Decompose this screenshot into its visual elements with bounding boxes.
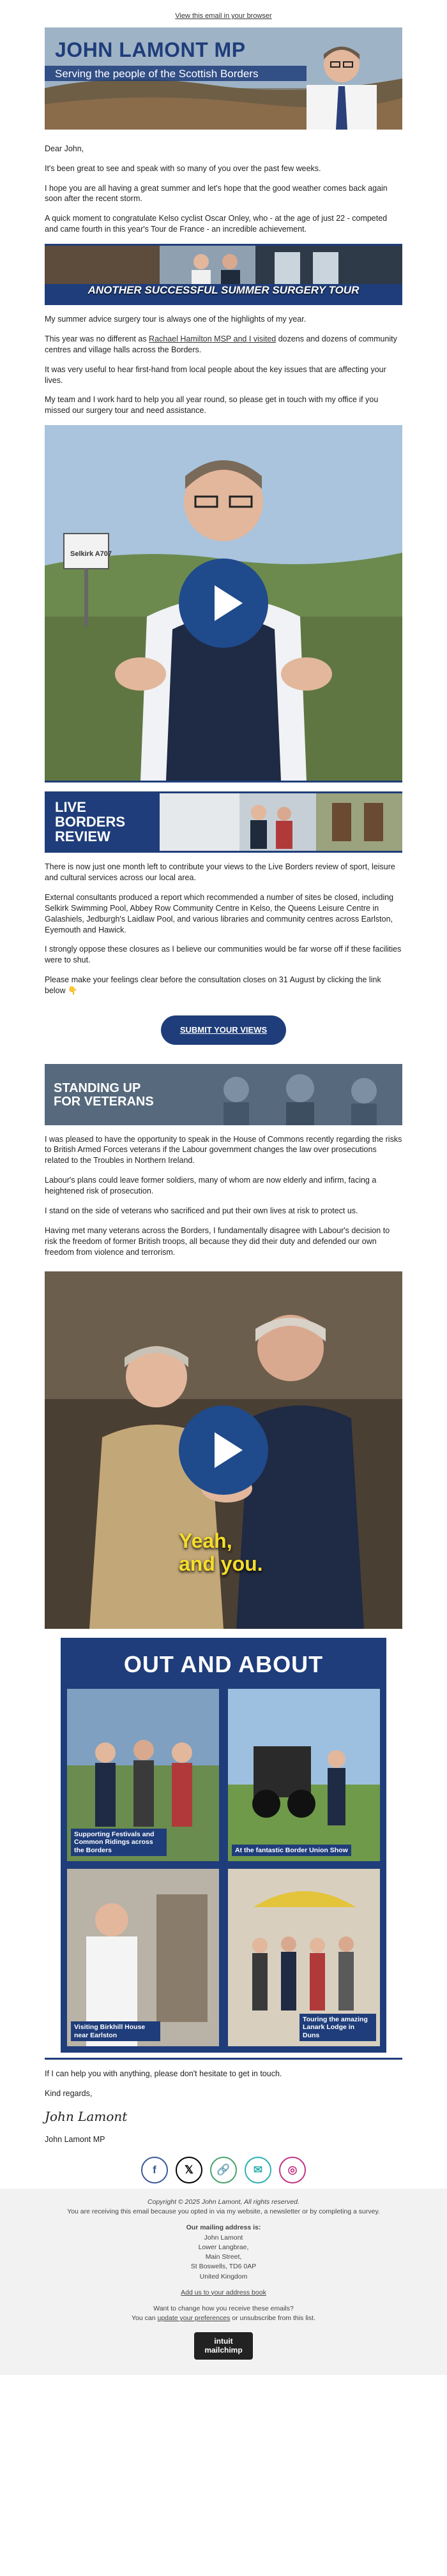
video-caption-line-1: Yeah,: [179, 1529, 232, 1553]
add-to-address-book-link[interactable]: Add us to your address book: [181, 2288, 266, 2296]
footer-update-row: [0, 2314, 447, 2323]
video-caption-line-2: and you.: [179, 1552, 263, 1575]
surgery-paragraph-3: It was very useful to hear first-hand from local people about the key issues that are affecting your lives.: [45, 364, 386, 385]
footer-address-line-1: John Lamont: [204, 2233, 243, 2242]
footer-receiving: You are receiving this email because you opted in via my website, a newsletter or by completing a survey.: [67, 2208, 380, 2216]
veterans-paragraph-3: I stand on the side of veterans who sacrificed and put their own lives at risk to protect us.: [45, 1206, 358, 1215]
surgery-banner-label: ANOTHER SUCCESSFUL SUMMER SURGERY TOUR: [87, 284, 360, 297]
closing-regards: Kind regards,: [45, 2089, 93, 2099]
review-paragraph-1: There is now just one month left to contribute your views to the Live Borders review of sport, leisure and cultural services across our local area.: [45, 862, 395, 883]
update-preferences-link[interactable]: update your preferences: [157, 2314, 231, 2323]
review-banner-line-1: LIVE: [55, 799, 86, 816]
link-icon[interactable]: 🔗: [210, 2157, 237, 2183]
surgery-paragraph-4: My team and I work hard to help you all year round, so please get in touch with my office if you missed our surgery tour and need assistance.: [45, 395, 379, 416]
review-banner-label: [55, 800, 125, 844]
x-icon[interactable]: 𝕏: [176, 2157, 202, 2183]
hero-tagline: Serving the people of the Scottish Borders: [55, 67, 259, 80]
veterans-paragraph-1: I was pleased to have the opportunity to speak in the House of Commons recently regarding the risks to British Armed Forces veterans if the Labour government changes the law over prosecutions related to the Troubles in Northern Ireland.: [45, 1134, 402, 1165]
play-button-icon[interactable]: [179, 1405, 268, 1495]
surgery-paragraph-1: My summer advice surgery tour is always one of the highlights of my year.: [45, 315, 307, 324]
out-and-about-panel: [61, 1638, 386, 2053]
mp-portrait: [294, 34, 390, 130]
veterans-paragraph-2: Labour's plans could leave former soldiers, many of whom are now elderly and infirm, facing a heightened risk of prosecution.: [45, 1176, 377, 1196]
veterans-video[interactable]: [45, 1271, 402, 1629]
hero-title: JOHN LAMONT MP: [55, 38, 246, 61]
mailchimp-badge-line-1: intuit: [214, 2337, 233, 2346]
border-union-photo: [228, 1689, 380, 1861]
sender-name: John Lamont MP: [45, 2135, 105, 2145]
tile-caption-festivals: Supporting Festivals and Common Ridings across the Borders: [71, 1829, 167, 1857]
footer-address-line-4: St Boswells, TD6 0AP: [190, 2263, 257, 2271]
out-about-tile-lanark-lodge: [228, 1869, 380, 2046]
mailchimp-badge-line-2: mailchimp: [204, 2345, 243, 2355]
tile-caption-birkhill: Visiting Birkhill House near Earlston: [71, 2021, 160, 2041]
veterans-banner: [45, 1064, 402, 1125]
veterans-paragraph-4: Having met many veterans across the Borders, I fundamentally disagree with Labour's decision to risk the freedom of former British troops, all because they did their duty and defended our own freedom from violence and terrorism.: [45, 1225, 390, 1257]
social-links: [0, 2157, 447, 2183]
hero-banner: [45, 27, 402, 130]
submit-views-button[interactable]: SUBMIT YOUR VIEWS: [161, 1015, 286, 1045]
veterans-banner-label: [54, 1082, 154, 1109]
cta-row: [45, 1015, 402, 1045]
email-icon[interactable]: ✉: [245, 2157, 271, 2183]
surgery-p2-after: dozens and dozens of community centres and village halls across the Borders.: [45, 334, 397, 354]
intro-paragraph-2: I hope you are all having a great summer and let's hope that the good weather comes back again soon after the recent storm.: [45, 183, 388, 204]
closing-paragraph: If I can help you with anything, please don't hesitate to get in touch.: [45, 2069, 282, 2079]
footer-address-line-3: Main Street,: [205, 2253, 242, 2261]
surgery-visits-link[interactable]: Rachael Hamilton MSP and I visited: [149, 334, 277, 343]
intro-paragraph-3: A quick moment to congratulate Kelso cyclist Oscar Onley, who - at the age of just 22 - competed and came fourth in this year's Tour de France - an incredible achievement.: [45, 214, 388, 234]
out-about-tile-border-union: [228, 1689, 380, 1861]
tile-caption-lanark-lodge: Touring the amazing Lanark Lodge in Duns: [299, 2014, 376, 2042]
facebook-icon[interactable]: f: [141, 2157, 168, 2183]
review-paragraph-3: I strongly oppose these closures as I believe our communities would be far worse off if these facilities were to shut.: [45, 945, 402, 965]
video-caption: [179, 1530, 263, 1575]
out-and-about-title: OUT AND ABOUT: [123, 1651, 324, 1678]
instagram-icon[interactable]: ◎: [279, 2157, 306, 2183]
footer: [0, 2189, 447, 2375]
closing-divider: [45, 2058, 402, 2060]
view-in-browser-row: [0, 0, 447, 27]
review-paragraph-2: External consultants produced a report which recommended a number of sites be closed, including Selkirk Swimming Pool, Abbey Row Community Centre in Kelso, the Queens Leisure Centre in Galashiels, Jedburgh's Laidlaw Pool, and various libraries and community centres across Earlston, Eyemouth and Hawick.: [45, 892, 394, 934]
out-about-tile-festivals: [67, 1689, 219, 1861]
view-in-browser-link[interactable]: View this email in your browser: [175, 12, 272, 20]
intro-paragraph-1: It's been great to see and speak with so many of you over the past few weeks.: [45, 163, 321, 173]
surgery-paragraph-2: [45, 334, 402, 356]
mailchimp-badge[interactable]: [194, 2332, 252, 2359]
footer-address-line-2: Lower Langbrae,: [198, 2243, 249, 2251]
footer-update-before: You can: [132, 2314, 158, 2323]
signature: John Lamont: [45, 2109, 128, 2125]
road-sign-text: Selkirk A707: [70, 550, 112, 558]
veterans-banner-line-2: FOR VETERANS: [54, 1094, 154, 1109]
veterans-banner-line-1: STANDING UP: [54, 1081, 141, 1095]
footer-change-question: Want to change how you receive these emails?: [153, 2304, 294, 2312]
birkhill-photo: [67, 1869, 219, 2046]
surgery-video[interactable]: [45, 425, 402, 783]
review-banner-line-3: REVIEW: [55, 828, 110, 845]
footer-copyright: Copyright © 2025 John Lamont, All rights reserved.: [148, 2198, 299, 2206]
greeting: Dear John,: [45, 144, 84, 153]
surgery-p2-before: This year was no different as: [45, 334, 149, 343]
footer-address-line-5: United Kingdom: [199, 2272, 248, 2280]
footer-mailing-label: Our mailing address is:: [186, 2224, 261, 2232]
footer-update-after: or unsubscribe from this list.: [230, 2314, 315, 2323]
out-about-tile-birkhill: [67, 1869, 219, 2046]
review-paragraph-4: Please make your feelings clear before the consultation closes on 31 August by clicking the link below 👇: [45, 975, 381, 996]
tile-caption-border-union: At the fantastic Border Union Show: [232, 1845, 351, 1857]
review-banner-line-2: BORDERS: [55, 814, 126, 830]
surgery-tour-banner: [45, 244, 402, 305]
play-button-icon[interactable]: [179, 558, 268, 648]
live-borders-review-banner: [45, 791, 402, 853]
